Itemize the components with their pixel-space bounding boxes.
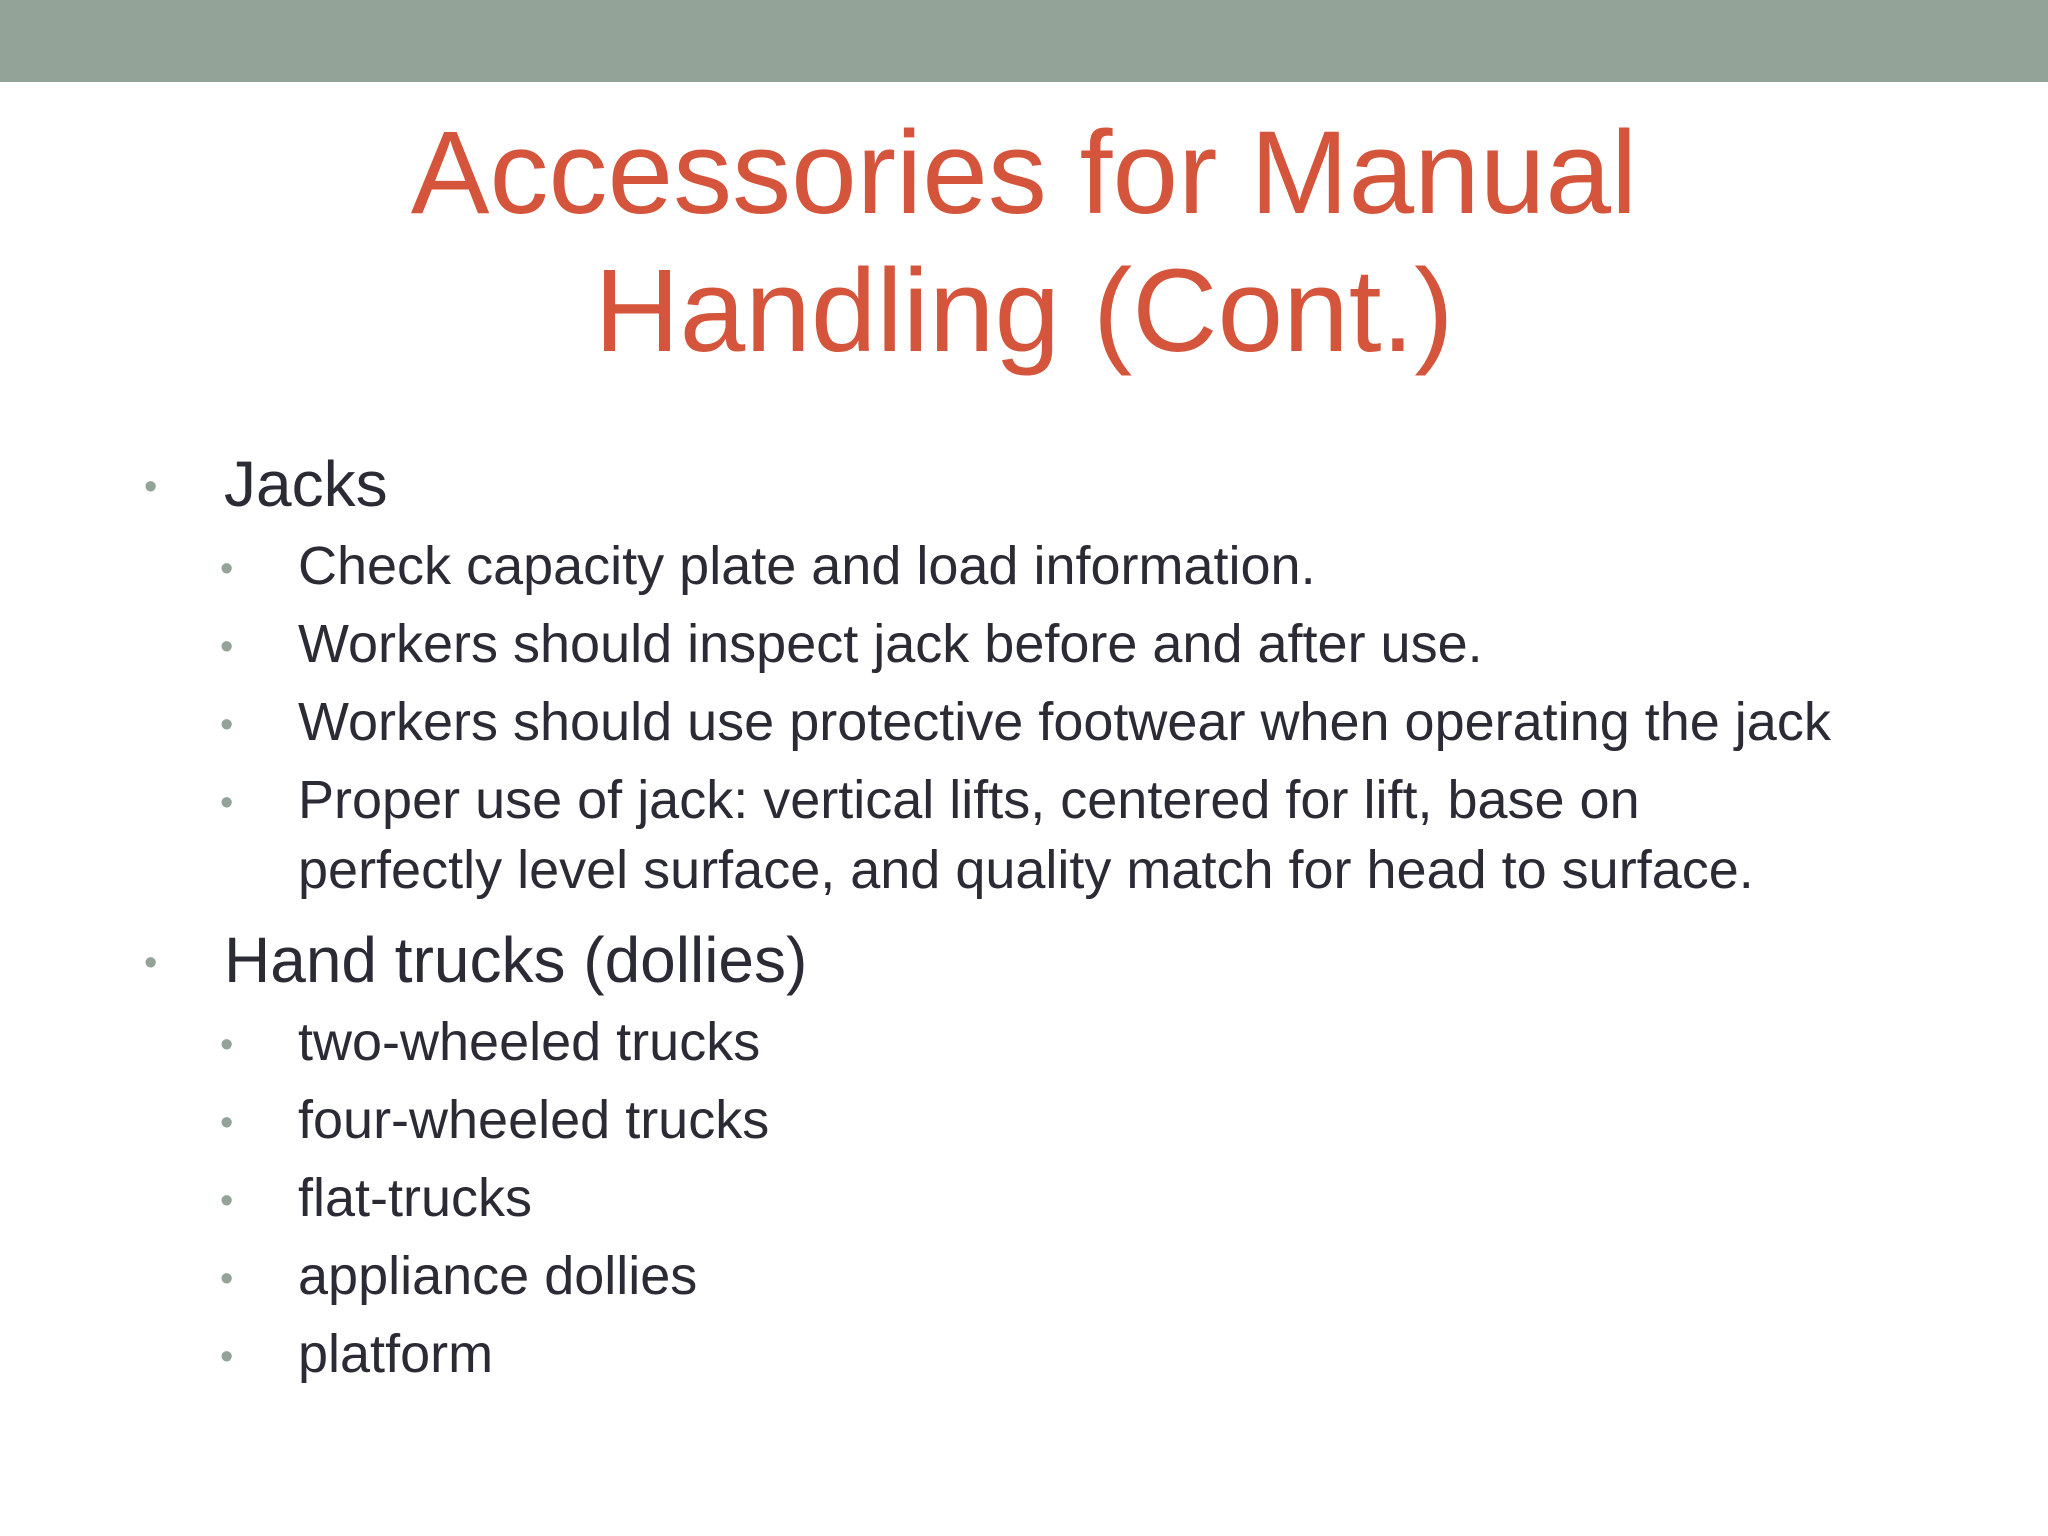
list-item-trucks-5: platform: [298, 1324, 494, 1384]
list-item-jacks-4-continued: perfectly level surface, and quality match for head to surface.: [298, 840, 1754, 900]
bullet-icon: •: [220, 1024, 234, 1066]
section-heading-jacks: Jacks: [224, 448, 388, 520]
bullet-icon: •: [220, 704, 234, 746]
bullet-icon: •: [220, 1258, 234, 1300]
section-heading-hand-trucks: Hand trucks (dollies): [224, 924, 808, 996]
bullet-icon: •: [220, 548, 234, 590]
bullet-icon: •: [144, 942, 158, 984]
bullet-icon: •: [220, 1336, 234, 1378]
bullet-icon: •: [144, 466, 158, 508]
slide-title-line-2: Handling (Cont.): [594, 245, 1454, 377]
bullet-icon: •: [220, 782, 234, 824]
list-item-jacks-2: Workers should inspect jack before and after use.: [298, 614, 1483, 674]
list-item-jacks-3: Workers should use protective footwear when operating the jack: [298, 692, 1831, 752]
list-item-trucks-2: four-wheeled trucks: [298, 1090, 770, 1150]
list-item-trucks-1: two-wheeled trucks: [298, 1012, 761, 1072]
bullet-icon: •: [220, 1102, 234, 1144]
bullet-icon: •: [220, 1180, 234, 1222]
list-item-jacks-1: Check capacity plate and load information.: [298, 536, 1316, 596]
list-item-jacks-4: Proper use of jack: vertical lifts, centered for lift, base on: [298, 770, 1640, 830]
list-item-trucks-4: appliance dollies: [298, 1246, 698, 1306]
bullet-icon: •: [220, 626, 234, 668]
slide-title-line-1: Accessories for Manual: [410, 107, 1638, 239]
list-item-trucks-3: flat-trucks: [298, 1168, 533, 1228]
